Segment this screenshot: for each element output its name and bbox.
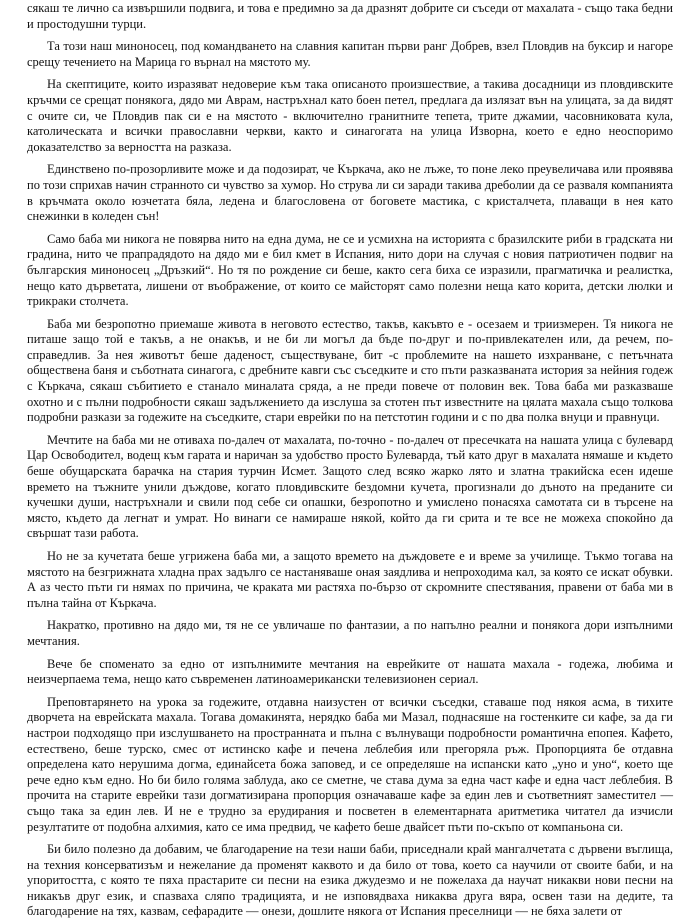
paragraph-5: Само баба ми никога не повярва нито на една дума, не се и усмихна на историята с бразилските риби в градската ни градина, нито че прапрадядото на дядо ми е бил кмет в Испания, нито дори на случая с новия патриотичен подвиг на българския миноносец „Дръзкий“. Но тя по рождение си беше, както сега биха се изразили, прагматичка и реалистка, нещо като дърветата, лишени от въображение, от които се майсторят само полезни неща като корита, детски люлки и трикраки столчета.: [27, 231, 673, 309]
paragraph-7: Мечтите на баба ми не отиваха по-далеч от махалата, по-точно - по-далеч от пресечката на нашата улица с булевард Цар Освободител, водещ към гарата и наричан за удобство просто Булеварда, тъй като друг в махалата нямаше и където беше обущарската барачка на стария турчин Исмет. Защото след всяко жарко лято и златна тракийска есен идеше времето на тъжните унили дъждове, когато пловдивските бездомни кучета, прогизнали до дъното на преданите си кучешки души, настръхнали и свили под себе си опашки, безропотно и умислено понасяха самотата си в търсене на място, където да легнат и умрат. Но винаги се намираше някой, който да ги срита и те все не можеха спокойно да свършат тази работа.: [27, 432, 673, 541]
paragraph-10: Вече бе споменато за едно от изпълнимите мечтания на еврейките от нашата махала - годежа, любима и неизчерпаема тема, нещо като съвременен латиноамерикански телевизионен сериал.: [27, 656, 673, 687]
paragraph-8: Но не за кучетата беше угрижена баба ми, а защото времето на дъждовете е и време за училище. Тъкмо тогава на мястото на безгрижната хладна прах задълго се настаняваше оная заядлива и непроходима кал, за която се искат обувки. А аз често пъти ги нямах по причина, че краката ми растяха по-бързо от скромните спестявания, правени от баба ми в пълна тайна от Къркача.: [27, 549, 673, 610]
paragraph-11: Преповтарянето на урока за годежите, отдавна наизустен от всички съседки, ставаше под някоя асма, в тихите дворчета на еврейската махала. Тогава домакинята, нерядко баба ми Мазал, поднасяше на гостенките си кафе, за да ги настрои подходящо при изслушването на пространната и пълна с вълнуващи подробности романтична епопея. Кафето, естествено, беше турско, смес от истинско кафе и печена леблебия или прегоряла ръж. Пропорцията бе отдавна определена като нерушима догма, единайсета божа заповед, и се определяше на испански като „уно и уно“, което ще рече едно към едно. Но би било голяма заблуда, ако се сметне, че става дума за една част кафе и една част леблебия. В прочита на старите еврейки тази догматизирана пропорция означаваше кафе за един лев и съответният заместител — също така за един лев. И не е трудно за ерудирания и посветен в елементарната аритметика читател да изчисли резултатите от подобна алхимия, като се има предвид, че кафето беше двайсет пъти по-скъпо от компаньона си.: [27, 694, 673, 834]
paragraph-9: Накратко, противно на дядо ми, тя не се увличаше по фантазии, а по напълно реални и понякога дори изпълними мечтания.: [27, 618, 673, 648]
paragraph-2: Та този наш миноносец, под командването на славния капитан първи ранг Добрев, взел Пловдив на буксир и нагоре срещу течението на Марица го върнал на мястото му.: [27, 39, 673, 69]
paragraph-1: сякаш те лично са извършили подвига, и това е предимно за да дразнят добрите си съседи от махалата - също така бедни и простодушни турци.: [27, 1, 673, 31]
paragraph-4: Единствено по-прозорливите може и да подозират, че Къркача, ако не лъже, то поне леко преувеличава или проявява по този сприхав начин странното си чувство за хумор. Но струва ли си заради такива дреболии да се разваля компанията в кръчмата около юзчетата бяла, ледена и благословена от боговете мастика, с кристалчета, плаващи в нея като снежинки в коледен сън!: [27, 162, 673, 224]
paragraph-3: На скептиците, които изразяват недоверие към така описаното произшествие, а такива досадници из пловдивските кръчми се срещат понякога, дядо ми Аврам, настръхнал като боен петел, предлага да излязат вън на улицата, за да видят с очите си, че Пловдив пак си е на мястото - включително гранитните тепета, трите джамии, часовниковата кула, католическата и всички православни черкви, както и синагогата на улица Изворна, което е едно неоспоримо доказателство за верността на разказа.: [27, 77, 673, 154]
paragraph-6: Баба ми безропотно приемаше живота в неговото естество, такъв, какъвто е - осезаем и триизмерен. Тя никога не питаше защо той е такъв, а не онакъв, и не би ли могъл да бъде по-друг и по-привлекателен или, да речем, по-справедлив. За нея животът беше даденост, съществуване, бит -с проблемите на нашето изхранване, с петъчната обществена баня и съботната синагога, с дребните кавги със съседките и сто пъти разказваната история за нейния годеж с Къркача, сякаш събитието е станало миналата сряда, а не преди повече от половин век. Това баба ми разказваше охотно и с пълни подробности сякаш задължението да изслуша за стотен път известните на цялата махала също толкова подробни разкази за годежите на съседките, стари еврейки по на петстотин години и с по два полка внуци и правнуци.: [27, 316, 673, 425]
paragraph-12: Би било полезно да добавим, че благодарение на тези наши баби, приседнали край мангалчетата с дървени въглища, на техния консерватизъм и нежелание да променят каквото и да било от това, което са научили от своите баби, и на упоритостта, с която те пяха прастарите си песни на езика джудезмо и не пожелаха да научат никакви нови песни на никакъв друг език, и спазваха сляпо традицията, и не изповядваха никаква друга вяра, освен тази на дедите, та благодарение на тях, казвам, сефарадите — онези, дошлите някога от Испания преселници — не бяха залети от: [27, 842, 673, 919]
